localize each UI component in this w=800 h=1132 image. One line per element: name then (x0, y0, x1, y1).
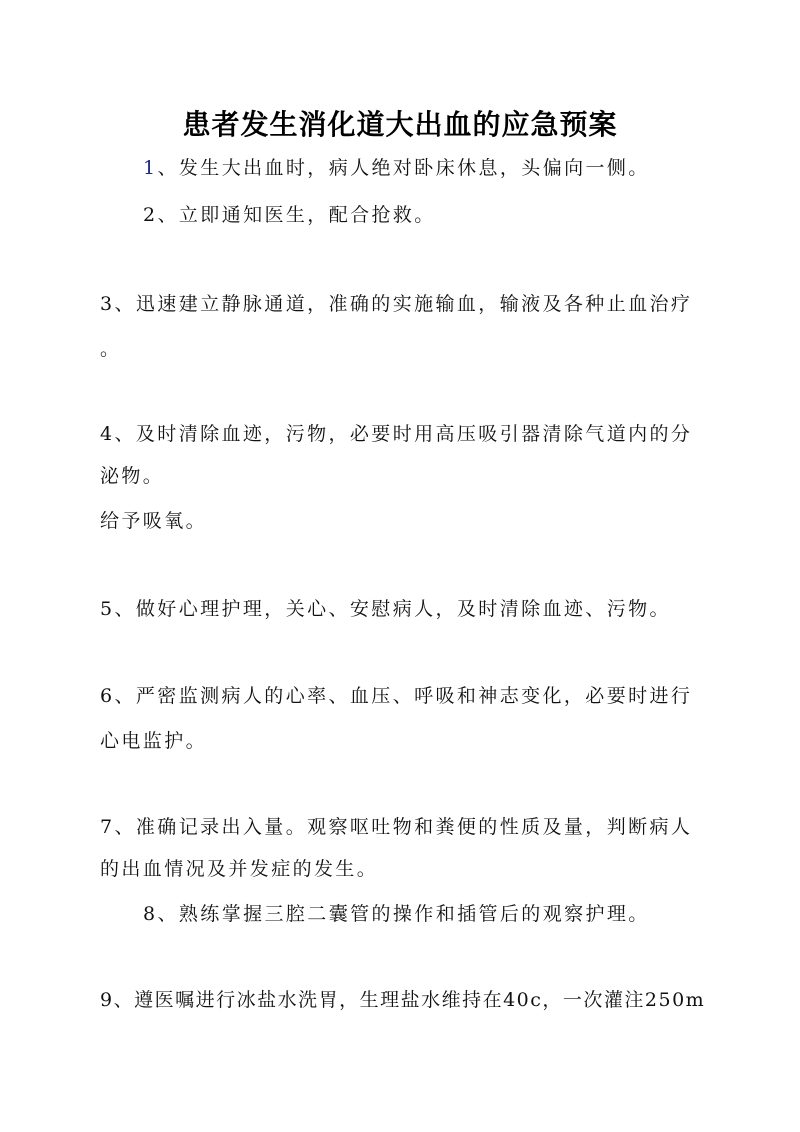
item-5: 5、做好心理护理，关心、安慰病人，及时清除血迹、污物。 (100, 598, 671, 620)
item-1 (143, 156, 650, 180)
document-title: 患者发生消化道大出血的应急预案 (182, 108, 618, 141)
item-3-line-1: 3、迅速建立静脉通道，准确的实施输血，输液及各种止血治疗 (100, 293, 693, 315)
item-9-line-1: 9、遵医嘱进行冰盐水洗胃，生理盐水维持在40c，一次灌注250m (100, 989, 706, 1011)
item-6-line-1: 6、严密监测病人的心率、血压、呼吸和神志变化，必要时进行 (100, 685, 693, 707)
item-1-number: 1 (143, 157, 158, 179)
item-7-line-1: 7、准确记录出入量。观察呕吐物和粪便的性质及量，判断病人 (100, 816, 693, 838)
item-1-text: 、发生大出血时，病人绝对卧床休息，头偏向一侧。 (157, 157, 650, 179)
item-4-line-1: 4、及时清除血迹，污物，必要时用高压吸引器清除气道内的分 (100, 423, 693, 445)
item-2: 2、立即通知医生，配合抢救。 (143, 204, 436, 226)
item-4-line-2: 泌物。 (100, 465, 165, 487)
item-4-line-3: 给予吸氧。 (100, 510, 208, 532)
item-3-line-2: 。 (100, 338, 122, 360)
item-8: 8、熟练掌握三腔二囊管的操作和插管后的观察护理。 (143, 903, 650, 925)
item-7-line-2: 的出血情况及并发症的发生。 (100, 858, 379, 880)
item-6-line-2: 心电监护。 (100, 730, 208, 752)
